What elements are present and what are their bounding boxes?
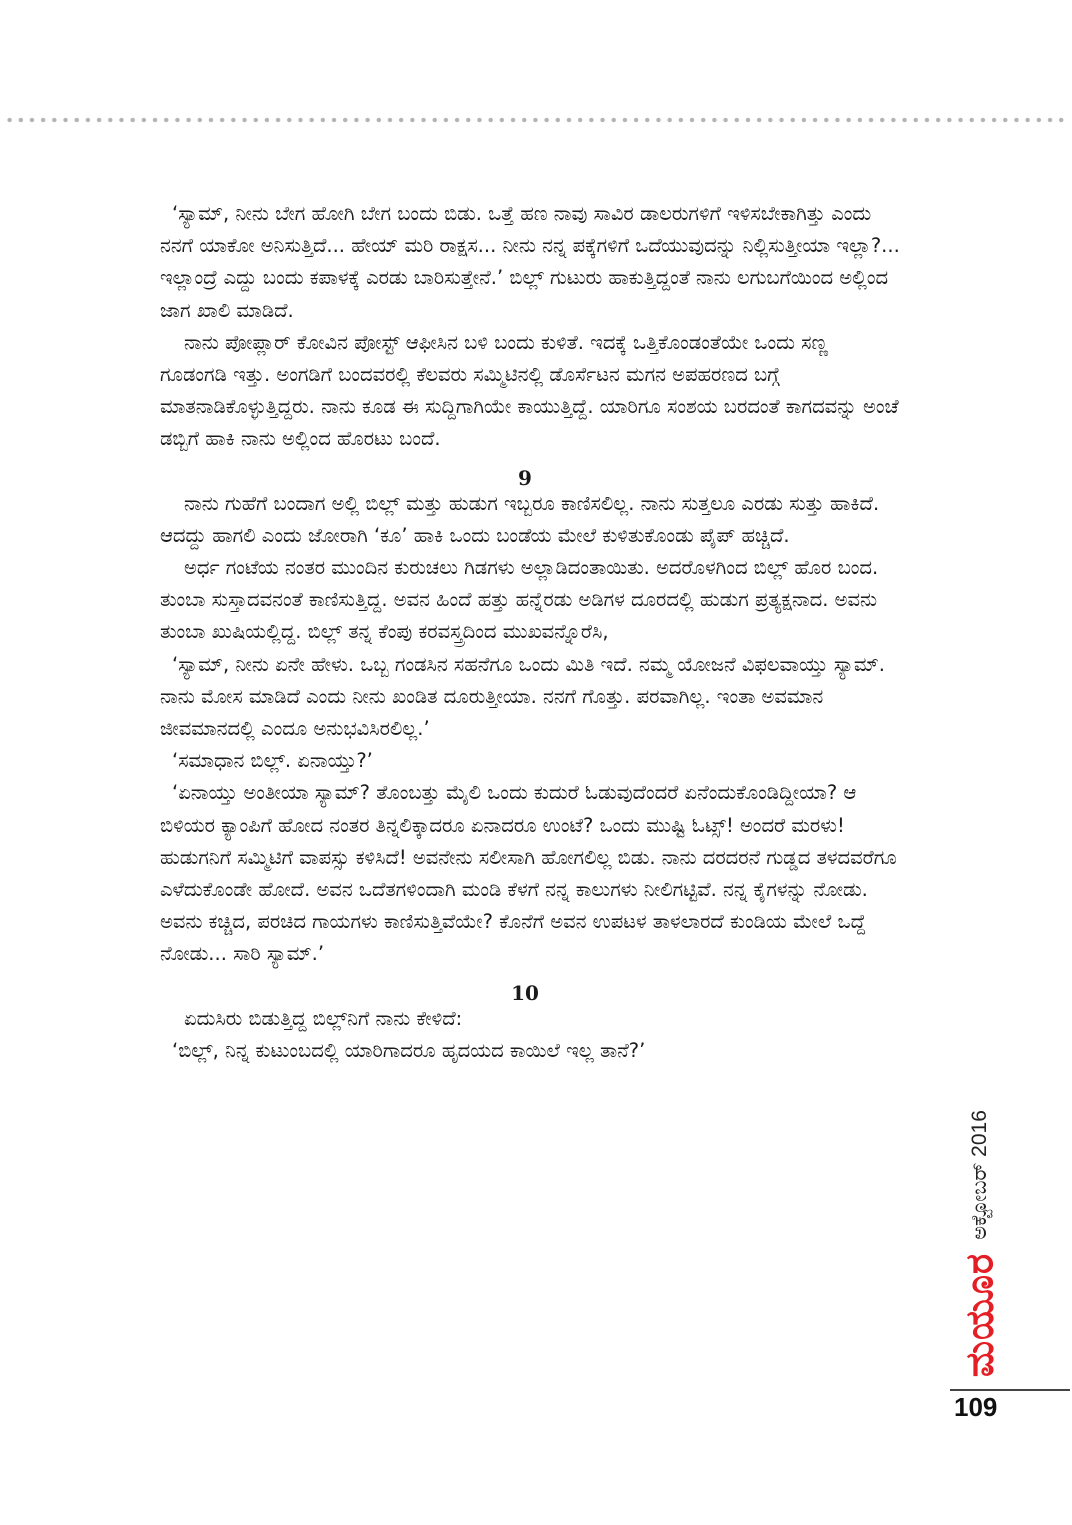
top-dotted-rule xyxy=(4,117,1068,123)
paragraph-2: ನಾನು ಪೋಪ್ಲಾರ್ ಕೋವಿನ ಪೋಸ್ಟ್ ಆಫೀಸಿನ ಬಳಿ ಬಂದು ಕುಳಿತೆ. ಇದಕ್ಕೆ ಒತ್ತಿಕೊಂಡಂತೆಯೇ ಒಂದು ಸಣ್ಣ ಗೂಡಂಗಡಿ ಇತ್ತು. ಅಂಗಡಿಗೆ ಬಂದವರಲ್ಲಿ ಕೆಲವರು ಸಮ್ಮಿಟಿನಲ್ಲಿ ಡೊರ್ಸೆಟನ ಮಗನ ಅಪಹರಣದ ಬಗ್ಗೆ ಮಾತನಾಡಿಕೊಳ್ಳುತ್ತಿದ್ದರು. ನಾನು ಕೂಡ ಈ ಸುದ್ದಿಗಾಗಿಯೇ ಕಾಯುತ್ತಿದ್ದೆ. ಯಾರಿಗೂ ಸಂಶಯ ಬರದಂತೆ ಕಾಗದವನ್ನು ಅಂಚೆ ಡಬ್ಬಿಗೆ ಹಾಕಿ ನಾನು ಅಲ್ಲಿಂದ ಹೊರಟು ಬಂದೆ. xyxy=(160,330,899,451)
paragraph-7: ‘ಏನಾಯ್ತು ಅಂತೀಯಾ ಸ್ಯಾಮ್? ತೊಂಬತ್ತು ಮೈಲಿ ಒಂದು ಕುದುರೆ ಓಡುವುದೆಂದರೆ ಏನೆಂದುಕೊಂಡಿದ್ದೀಯಾ? ಆ ಬಿಳಿಯರ ಕ್ಯಾಂಪಿಗೆ ಹೋದ ನಂತರ ತಿನ್ನಲಿಕ್ಕಾದರೂ ಏನಾದರೂ ಉಂಟೆ? ಒಂದು ಮುಷ್ಟಿ ಓಟ್ಸ್! ಅಂದರೆ ಮರಳು! ಹುಡುಗನಿಗೆ ಸಮ್ಮಿಟಿಗೆ ವಾಪಸ್ಸು ಕಳಿಸಿದೆ! ಅವನೇನು ಸಲೀಸಾಗಿ ಹೋಗಲಿಲ್ಲ ಬಿಡು. ನಾನು ದರದರನೆ ಗುಡ್ಡದ ತಳದವರೆಗೂ ಎಳೆದುಕೊಂಡೇ ಹೋದೆ. ಅವನ ಒದೆತಗಳಿಂದಾಗಿ ಮಂಡಿ ಕೆಳಗೆ ನನ್ನ ಕಾಲುಗಳು ನೀಲಿಗಟ್ಟಿವೆ. ನನ್ನ ಕೈಗಳನ್ನು ನೋಡು. ಅವನು ಕಚ್ಚಿದ, ಪರಚಿದ ಗಾಯಗಳು ಕಾಣಿಸುತ್ತಿವೆಯೇ? ಕೊನೆಗೆ ಅವನ ಉಪಟಳ ತಾಳಲಾರದೆ ಕುಂಡಿಯ ಮೇಲೆ ಒದ್ದೆ ನೋಡು... ಸಾರಿ ಸ್ಯಾಮ್.’ xyxy=(160,781,897,966)
page-number: 109 xyxy=(954,1392,998,1422)
section-number-9: 9 xyxy=(518,465,532,490)
magazine-margin-band xyxy=(930,1085,1030,1385)
paragraph-4: ಅರ್ಧ ಗಂಟೆಯ ನಂತರ ಮುಂದಿನ ಕುರುಚಲು ಗಿಡಗಳು ಅಲ್ಲಾಡಿದಂತಾಯಿತು. ಅದರೊಳಗಿಂದ ಬಿಲ್ಲ್ ಹೊರ ಬಂದ. ತುಂಬಾ ಸುಸ್ತಾದವನಂತೆ ಕಾಣಿಸುತ್ತಿದ್ದ. ಅವನ ಹಿಂದೆ ಹತ್ತು ಹನ್ನೆರಡು ಅಡಿಗಳ ದೂರದಲ್ಲಿ ಹುಡುಗ ಪ್ರತ್ಯಕ್ಷನಾದ. ಅವನು ತುಂಬಾ ಖುಷಿಯಲ್ಲಿದ್ದ. ಬಿಲ್ಲ್ ತನ್ನ ಕೆಂಪು ಕರವಸ್ತ್ರದಿಂದ ಮುಖವನ್ನೊರೆಸಿ, xyxy=(160,556,879,644)
paragraph-8: ಏದುಸಿರು ಬಿಡುತ್ತಿದ್ದ ಬಿಲ್ಲ್‌ನಿಗೆ ನಾನು ಕೇಳಿದೆ: xyxy=(184,1006,463,1030)
paragraph-3: ನಾನು ಗುಹೆಗೆ ಬಂದಾಗ ಅಲ್ಲಿ ಬಿಲ್ಲ್ ಮತ್ತು ಹುಡುಗ ಇಬ್ಬರೂ ಕಾಣಿಸಲಿಲ್ಲ. ನಾನು ಸುತ್ತಲೂ ಎರಡು ಸುತ್ತು ಹಾಕಿದೆ. ಆದದ್ದು ಹಾಗಲಿ ಎಂದು ಜೋರಾಗಿ ‘ಕೂ’ ಹಾಕಿ ಒಂದು ಬಂಡೆಯ ಮೇಲೆ ಕುಳಿತುಕೊಂಡು ಪೈಪ್ ಹಚ್ಚಿದೆ. xyxy=(160,491,880,547)
paragraph-5: ‘ಸ್ಯಾಮ್, ನೀನು ಏನೇ ಹೇಳು. ಒಬ್ಬ ಗಂಡಸಿನ ಸಹನೆಗೂ ಒಂದು ಮಿತಿ ಇದೆ. ನಮ್ಮ ಯೋಜನೆ ವಿಫಲವಾಯ್ತು ಸ್ಯಾಮ್. ನಾನು ಮೋಸ ಮಾಡಿದೆ ಎಂದು ನೀನು ಖಂಡಿತ ದೂರುತ್ತೀಯಾ. ನನಗೆ ಗೊತ್ತು. ಪರವಾಗಿಲ್ಲ. ಇಂತಾ ಅವಮಾನ ಜೀವಮಾನದಲ್ಲಿ ಎಂದೂ ಅನುಭವಿಸಿರಲಿಲ್ಲ.’ xyxy=(160,652,885,741)
magazine-logo: ಮಯೂರ xyxy=(957,1252,1002,1378)
page-number-rule xyxy=(950,1389,1070,1391)
paragraph-9: ‘ಬಿಲ್ಲ್, ನಿನ್ನ ಕುಟುಂಬದಲ್ಲಿ ಯಾರಿಗಾದರೂ ಹೃದಯದ ಕಾಯಿಲೆ ಇಲ್ಲ ತಾನೆ?’ xyxy=(172,1038,646,1062)
paragraph-6: ‘ಸಮಾಧಾನ ಬಿಲ್ಲ್. ಏನಾಯ್ತು?’ xyxy=(172,749,373,773)
section-number-10: 10 xyxy=(511,980,539,1005)
paragraph-1: ‘ಸ್ಯಾಮ್, ನೀನು ಬೇಗ ಹೋಗಿ ಬೇಗ ಬಂದು ಬಿಡು. ಒತ್ತೆ ಹಣ ನಾವು ಸಾವಿರ ಡಾಲರುಗಳಿಗೆ ಇಳಿಸಬೇಕಾಗಿತ್ತು ಎಂದು ನನಗೆ ಯಾಕೋ ಅನಿಸುತ್ತಿದೆ... ಹೇಯ್ ಮರಿ ರಾಕ್ಷಸ... ನೀನು ನನ್ನ ಪಕ್ಕೆಗಳಿಗೆ ಒದೆಯುವುದನ್ನು ನಿಲ್ಲಿಸುತ್ತೀಯಾ ಇಲ್ಲಾ?... ಇಲ್ಲಾಂದ್ರೆ ಎದ್ದು ಬಂದು ಕಪಾಳಕ್ಕೆ ಎರಡು ಬಾರಿಸುತ್ತೇನೆ.’ ಬಿಲ್ಲ್ ಗುಟುರು ಹಾಕುತ್ತಿದ್ದಂತೆ ನಾನು ಲಗುಬಗೆಯಿಂದ ಅಲ್ಲಿಂದ ಜಾಗ ಖಾಲಿ ಮಾಡಿದೆ. xyxy=(160,202,900,322)
issue-date: ಅಕ್ಟೋಬರ್ 2016 xyxy=(968,1110,991,1240)
article-body xyxy=(160,198,900,1067)
